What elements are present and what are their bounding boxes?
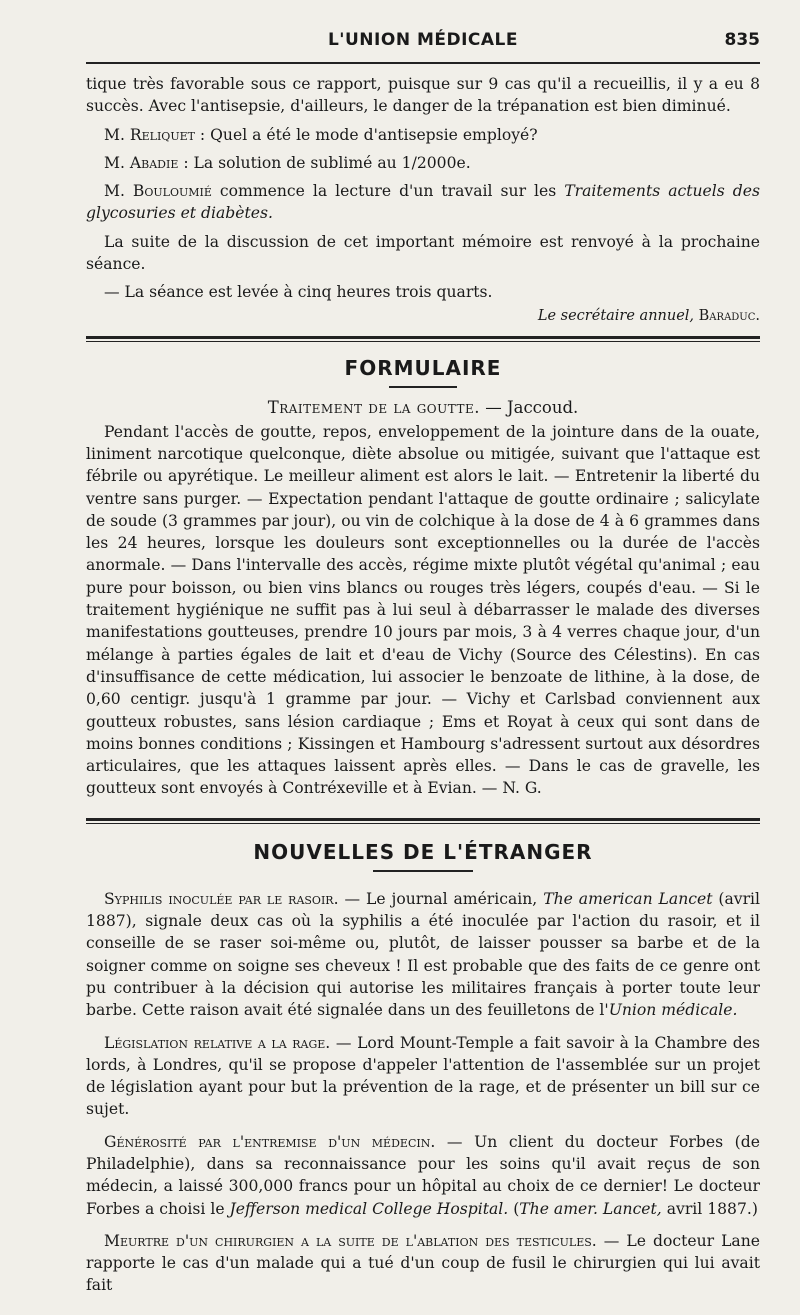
speech-text: : La solution de sublimé au 1/2000e. [178,153,471,172]
subtitle-caps: Traitement de la goutte. [267,397,480,417]
news-text: (avril 1887), signale deux cas où la syphilis a été inoculée par l'action du rasoir, et il conseille de se raser soi-même ou, plutôt, de laisser pousser sa barbe et de la soigner comme on soigne ses cheveux ! Il est probable que des faits de ce genre ont pu contribuer à la décision qui autorise les militaires français à porter toute leur barbe. Cette raison avait été signalée dans un des feuilletons de l' [86,889,761,1020]
paragraph: La suite de la discussion de cet important mémoire est renvoyé à la prochaine séance. [86,232,760,274]
section-title: NOUVELLES DE L'ÉTRANGER [253,839,593,864]
journal-title: L'UNION MÉDICALE [327,30,519,50]
speaker: M. Abadie [104,153,179,172]
news-text: ( [508,1199,520,1218]
nouvelles-section [86,840,760,1297]
news-heading: Générosité par l'entremise d'un médecin. [104,1132,436,1151]
section-divider [86,818,760,824]
signature-name: Baraduc. [694,307,760,324]
title-rule [373,870,473,872]
work-title: Traitements actuels des glycosuries et diabètes. [86,182,760,223]
speech-text: commence la lecture d'un travail sur les [211,182,565,201]
running-head [86,0,760,62]
subtitle-author: — Jaccoud. [480,397,579,417]
speaker: M. Bouloumié [104,182,212,201]
title-rule [389,386,457,388]
paragraph: — La séance est levée à cinq heures trois quarts. [104,283,493,302]
news-text: — Le journal américain, [338,889,544,908]
paragraph: Pendant l'accès de goutte, repos, enveloppement de la jointure dans de la ouate, liniment narcotique quelconque, diète absolue ou mitigée, suivant que l'attaque est fébrile ou apyrétique. Le meilleur aliment est alors le lait. — Entretenir la liberté du ventre sans purger. — Expectation pendant l'attaque de goutte ordinaire ; salicylate de soude (3 grammes par jour), ou vin de colchique à la dose de 4 à 6 grammes dans les 24 heures, lorsque les douleurs sont exceptionnelles ou la durée de l'accès anormale. — Dans l'intervalle des accès, régime mixte plutôt végétal qu'animal ; eau pure pour boisson, ou bien vins blancs ou rouges très légers, coupés d'eau. — Si le traitement hygiénique ne suffit pas à lui seul à débarrasser le malade des diverses manifestations goutteuses, prendre 10 jours par mois, 3 à 4 verres chaque jour, d'un mélange à parties égales de lait et d'eau de Vichy (Source des Célestins). En cas d'insuffisance de cette médication, lui associer le benzoate de lithine, à la dose, de 0,60 centigr. jusqu'à 1 gramme par jour. — Vichy et Carlsbad conviennent aux goutteux robustes, sans lésion cardiaque ; Ems et Royat à ceux qui sont dans de moins bonnes conditions ; Kissingen et Hambourg s'adressent surtout aux désordres articulaires, que les attaques laissent après elles. — Dans le cas de gravelle, les goutteux sont envoyés à Contréxeville et à Evian. — N. G. [86,422,760,798]
news-heading: Législation relative a la rage. [104,1033,331,1052]
news-item [86,888,760,1022]
news-italic: The american Lancet [543,889,713,908]
speech-text: : Quel a été le mode d'antisepsie employé? [194,125,538,144]
news-item [86,1032,760,1121]
news-text: — Un client du docteur Forbes (de Philadelphie), dans sa reconnaissance pour les soins qu'il avait reçus de son médecin, a laissé 300,000 francs pour un hôpital au choix de ce dernier! Le docteur Forbes a choisi le [86,1132,760,1218]
paragraph [86,124,760,146]
section-subtitle [86,398,760,417]
header-rule [86,62,760,64]
paragraph: tique très favorable sous ce rapport, puisque sur 9 cas qu'il a recueillis, il y a eu 8 succès. Avec l'antisepsie, d'ailleurs, le danger de la trépanation est bien diminué. [86,75,760,116]
news-item [86,1230,760,1297]
news-text: avril 1887.) [661,1199,758,1218]
page-number: 835 [724,30,760,50]
formulaire-section [86,356,760,800]
news-text: — Lord Mount-Temple a fait savoir à la Chambre des lords, à Londres, qu'il se propose d'appeler l'attention de l'assemblée sur un projet de législation ayant pour but la prévention de la rage, et de présenter un bill sur ce sujet. [86,1033,760,1119]
section-title: FORMULAIRE [344,355,502,380]
speaker: M. Reliquet [104,125,195,144]
news-italic: The amer. Lancet, [519,1199,662,1218]
paragraph [86,152,760,174]
news-text: — Le docteur Lane rapporte le cas d'un malade qui a tué d'un coup de fusil le chirurgien qui lui avait fait [86,1231,760,1295]
signature [86,308,760,324]
news-heading: Meurtre d'un chirurgien a la suite de l'ablation des testicules. [104,1231,597,1250]
section-divider [86,336,760,342]
news-item [86,1131,760,1220]
signature-role: Le secrétaire annuel, [537,307,695,324]
news-italic: Jefferson medical College Hospital. [229,1199,509,1218]
news-italic: Union médicale. [608,1001,738,1020]
session-minutes [86,73,760,324]
paragraph [86,180,760,225]
news-heading: Syphilis inoculée par le rasoir. [104,889,339,908]
